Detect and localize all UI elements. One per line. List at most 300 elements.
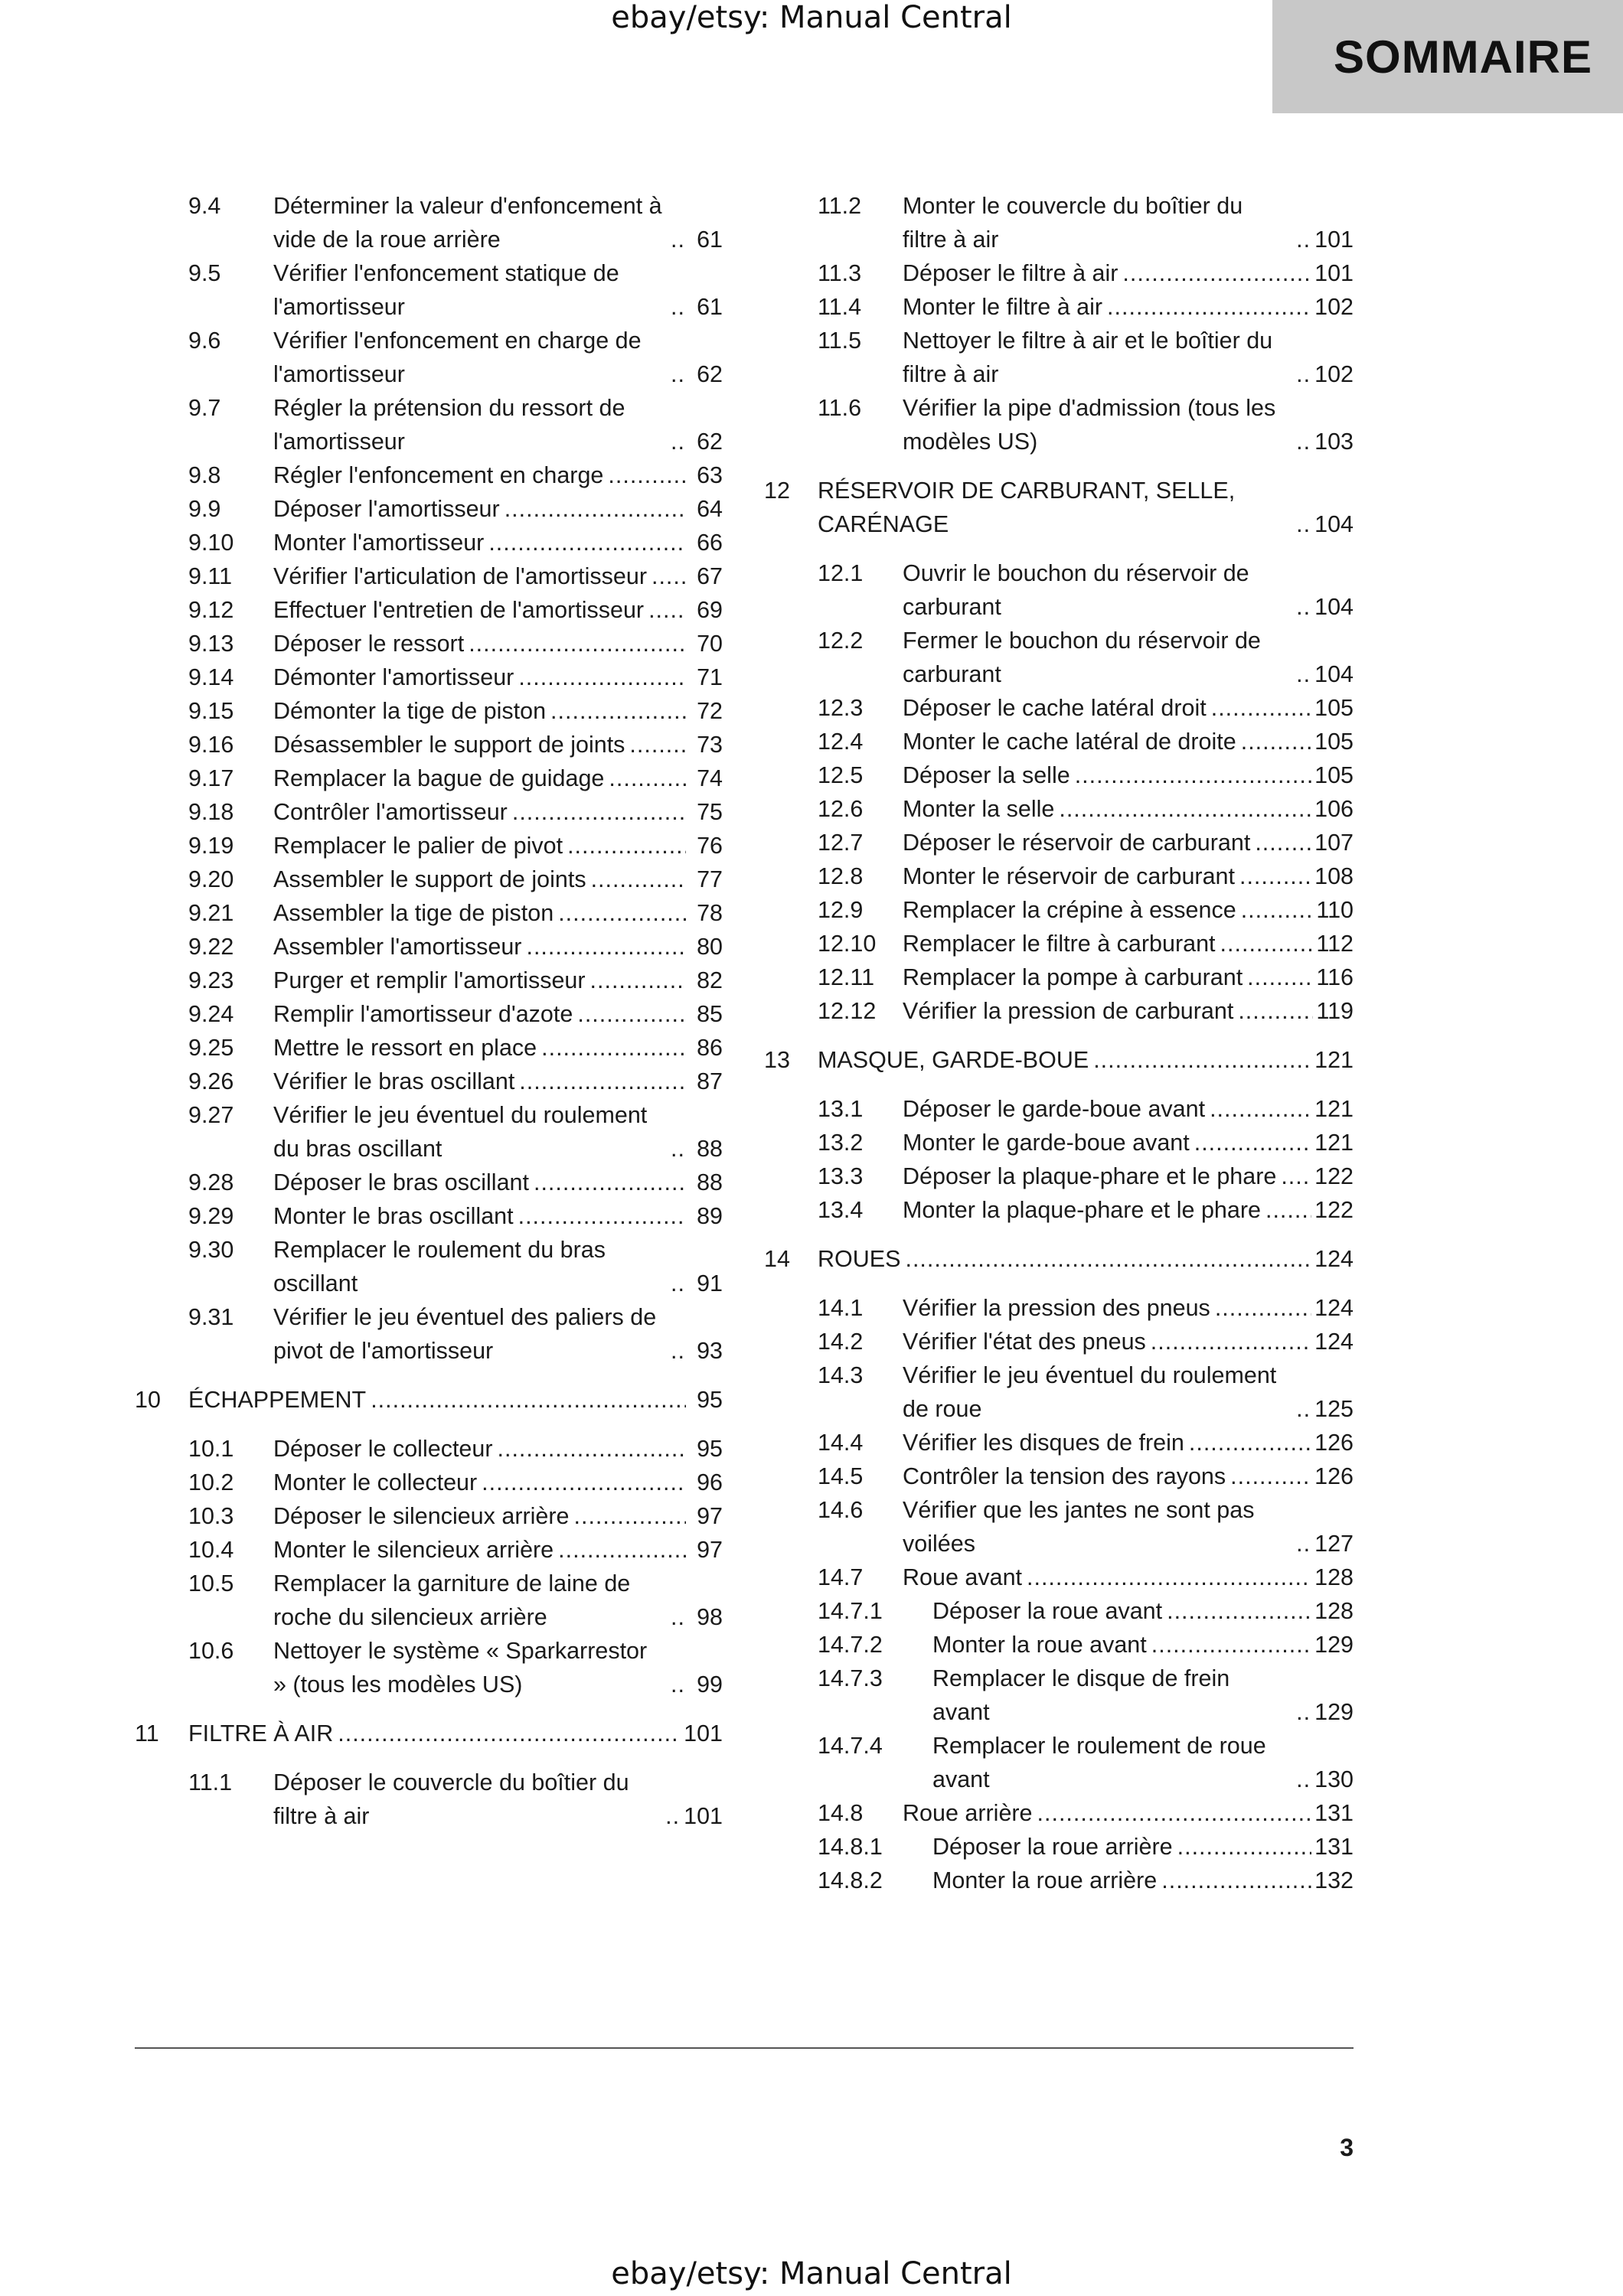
dot-leader xyxy=(671,1267,686,1300)
dot-leader xyxy=(648,593,686,627)
toc-entry[interactable] xyxy=(135,863,723,896)
toc-entry[interactable] xyxy=(135,795,723,829)
dot-leader xyxy=(1296,1392,1311,1426)
toc-entry-title: Nettoyer le système « Sparkarrestor » (tous les modèles US) xyxy=(273,1638,648,1698)
toc-entry-number: 14.5 xyxy=(818,1463,864,1489)
toc-entry-number: 11.3 xyxy=(818,260,862,286)
toc-entry-number: 10.2 xyxy=(188,1469,234,1495)
toc-entry[interactable] xyxy=(135,728,723,762)
toc-entry-page: 131 xyxy=(1314,1834,1354,1860)
toc-entry-page: 101 xyxy=(684,1803,723,1829)
toc-entry[interactable] xyxy=(135,1233,723,1300)
toc-entry-title: Contrôler la tension des rayons xyxy=(903,1463,1226,1489)
dot-leader xyxy=(1211,691,1311,725)
toc-entry-page: 104 xyxy=(1314,594,1354,620)
toc-entry[interactable] xyxy=(764,927,1354,960)
toc-entry-page: 87 xyxy=(697,1068,723,1094)
toc-entry-page: 110 xyxy=(1316,897,1354,923)
toc-entry-number: 14.7.3 xyxy=(818,1665,883,1691)
toc-entry[interactable] xyxy=(764,1729,1354,1796)
toc-entry-number: 9.18 xyxy=(188,799,234,825)
toc-entry-page: 75 xyxy=(697,799,723,825)
dot-leader xyxy=(609,762,686,795)
toc-entry[interactable] xyxy=(135,997,723,1031)
toc-entry[interactable] xyxy=(135,1199,723,1233)
toc-entry-title: Monter la roue avant xyxy=(932,1632,1147,1658)
toc-entry-title: Déposer le ressort xyxy=(273,631,465,657)
toc-entry-number: 14.7 xyxy=(818,1564,864,1590)
toc-entry-number: 11 xyxy=(135,1720,159,1746)
dot-leader xyxy=(671,290,686,324)
toc-entry-number: 9.9 xyxy=(188,496,221,522)
toc-entry-title: Monter le garde-boue avant xyxy=(903,1130,1190,1156)
toc-entry-title: Vérifier le jeu éventuel du roulement du bras oscillant xyxy=(273,1102,648,1162)
toc-entry[interactable] xyxy=(135,1499,723,1533)
dot-leader xyxy=(567,829,686,863)
toc-entry[interactable] xyxy=(764,725,1354,758)
toc-entry[interactable] xyxy=(135,1766,723,1833)
toc-entry-page: 101 xyxy=(684,1720,723,1746)
toc-entry-number: 9.25 xyxy=(188,1035,234,1061)
toc-entry-page: 96 xyxy=(697,1469,723,1495)
toc-entry-number: 12.5 xyxy=(818,762,864,788)
toc-entry-title: Roue avant xyxy=(903,1564,1022,1590)
toc-entry[interactable] xyxy=(764,1193,1354,1227)
toc-entry[interactable] xyxy=(764,960,1354,994)
toc-entry[interactable] xyxy=(764,691,1354,725)
toc-entry-number: 11.2 xyxy=(818,193,862,219)
toc-entry-page: 86 xyxy=(697,1035,723,1061)
toc-entry-page: 80 xyxy=(697,934,723,960)
dot-leader xyxy=(574,1499,686,1533)
toc-entry-title: Vérifier que les jantes ne sont pas voilées xyxy=(903,1497,1255,1557)
toc-entry-page: 78 xyxy=(697,900,723,926)
toc-entry-page: 122 xyxy=(1314,1163,1354,1189)
toc-entry-title: Remplacer la crépine à essence xyxy=(903,897,1236,923)
toc-entry-page: 101 xyxy=(1314,260,1354,286)
toc-entry[interactable] xyxy=(135,256,723,324)
dot-leader xyxy=(1241,893,1314,927)
dot-leader xyxy=(1177,1830,1311,1864)
toc-entry[interactable] xyxy=(764,391,1354,458)
toc-entry-page: 98 xyxy=(697,1604,723,1630)
toc-entry[interactable] xyxy=(764,859,1354,893)
toc-entry-title: Monter l'amortisseur xyxy=(273,530,485,556)
toc-entry-page: 106 xyxy=(1314,796,1354,822)
toc-entry-number: 12.7 xyxy=(818,830,864,856)
toc-entry-title: Vérifier l'état des pneus xyxy=(903,1329,1146,1355)
dot-leader xyxy=(1122,256,1311,290)
dot-leader xyxy=(1296,223,1311,256)
toc-entry[interactable] xyxy=(764,290,1354,324)
toc-entry-page: 107 xyxy=(1314,830,1354,856)
toc-entry-number: 9.21 xyxy=(188,900,234,926)
toc-entry-title: Remplacer le palier de pivot xyxy=(273,833,563,859)
toc-entry-number: 14.7.1 xyxy=(818,1598,883,1624)
dot-leader xyxy=(671,1668,686,1701)
toc-entry-number: 12.4 xyxy=(818,729,864,755)
dot-leader xyxy=(577,997,686,1031)
toc-entry-title: Assembler l'amortisseur xyxy=(273,934,522,960)
toc-entry-title: Ouvrir le bouchon du réservoir de carburant xyxy=(903,560,1249,620)
toc-entry-title: Vérifier la pression de carburant xyxy=(903,998,1234,1024)
toc-entry-title: Remplacer le filtre à carburant xyxy=(903,931,1216,957)
toc-entry-number: 14.3 xyxy=(818,1362,864,1388)
toc-entry-page: 127 xyxy=(1314,1531,1354,1557)
toc-entry-number: 12.8 xyxy=(818,863,864,889)
toc-entry-page: 121 xyxy=(1314,1130,1354,1156)
toc-entry-page: 105 xyxy=(1314,762,1354,788)
dot-leader xyxy=(1241,725,1311,758)
toc-entry-number: 10.6 xyxy=(188,1638,234,1664)
toc-entry[interactable] xyxy=(135,492,723,526)
toc-entry[interactable] xyxy=(135,1031,723,1065)
toc-entry[interactable] xyxy=(764,556,1354,624)
toc-entry-number: 9.7 xyxy=(188,395,221,421)
dot-leader xyxy=(629,728,686,762)
toc-entry-page: 116 xyxy=(1316,964,1354,990)
dot-leader xyxy=(1296,657,1311,691)
toc-entry-page: 119 xyxy=(1316,998,1354,1024)
toc-entry[interactable] xyxy=(764,189,1354,256)
toc-entry[interactable] xyxy=(764,1426,1354,1459)
toc-chapter-entry[interactable] xyxy=(764,1242,1354,1276)
toc-entry-number: 13.4 xyxy=(818,1197,864,1223)
toc-entry-number: 9.16 xyxy=(188,732,234,758)
toc-entry-page: 91 xyxy=(697,1270,723,1296)
toc-entry[interactable] xyxy=(135,1533,723,1567)
dot-leader xyxy=(671,357,686,391)
toc-entry-page: 76 xyxy=(697,833,723,859)
toc-entry-title: Fermer le bouchon du réservoir de carburant xyxy=(903,628,1261,687)
toc-entry-title: Remplir l'amortisseur d'azote xyxy=(273,1001,573,1027)
toc-entry[interactable] xyxy=(764,1159,1354,1193)
dot-leader xyxy=(608,458,686,492)
toc-entry-title: Purger et remplir l'amortisseur xyxy=(273,967,586,993)
toc-entry-title: Déposer la plaque-phare et le phare xyxy=(903,1163,1277,1189)
toc-entry[interactable] xyxy=(135,1166,723,1199)
toc-entry-page: 126 xyxy=(1314,1430,1354,1456)
toc-chapter-entry[interactable] xyxy=(764,1043,1354,1077)
toc-entry-title: Déposer le couvercle du boîtier du filtre à air xyxy=(273,1769,629,1829)
toc-entry-number: 12.11 xyxy=(818,964,875,990)
toc-entry[interactable] xyxy=(764,1459,1354,1493)
toc-entry-number: 14.8.2 xyxy=(818,1867,883,1893)
toc-entry-page: 95 xyxy=(697,1387,723,1413)
toc-entry-number: 9.30 xyxy=(188,1237,234,1263)
toc-entry-page: 74 xyxy=(697,765,723,791)
toc-entry-page: 97 xyxy=(697,1537,723,1563)
toc-chapter-entry[interactable] xyxy=(135,1717,723,1750)
dot-leader xyxy=(1059,792,1311,826)
toc-entry-title: Monter le bras oscillant xyxy=(273,1203,514,1229)
toc-entry-number: 9.31 xyxy=(188,1304,234,1330)
dot-leader xyxy=(1296,590,1311,624)
toc-right-column xyxy=(764,189,1354,1897)
toc-entry-title: Déposer le filtre à air xyxy=(903,260,1118,286)
toc-entry-title: Monter le collecteur xyxy=(273,1469,478,1495)
dot-leader xyxy=(671,223,686,256)
toc-entry-title: ROUES xyxy=(818,1246,901,1272)
toc-entry-title: Vérifier l'enfoncement statique de l'amortisseur xyxy=(273,260,619,320)
toc-entry-page: 64 xyxy=(697,496,723,522)
toc-entry[interactable] xyxy=(135,964,723,997)
toc-entry-number: 9.24 xyxy=(188,1001,234,1027)
toc-entry[interactable] xyxy=(135,324,723,391)
toc-entry[interactable] xyxy=(135,762,723,795)
toc-entry-page: 93 xyxy=(697,1338,723,1364)
toc-entry[interactable] xyxy=(135,694,723,728)
toc-entry-title: ÉCHAPPEMENT xyxy=(188,1387,367,1413)
toc-entry-page: 131 xyxy=(1314,1800,1354,1826)
toc-entry-title: Vérifier la pipe d'admission (tous les modèles US) xyxy=(903,395,1276,455)
toc-entry[interactable] xyxy=(135,627,723,660)
toc-entry-title: Monter le cache latéral de droite xyxy=(903,729,1236,755)
dot-leader xyxy=(1215,1291,1311,1325)
dot-leader xyxy=(482,1466,686,1499)
toc-entry-number: 12.12 xyxy=(818,998,877,1024)
dot-leader xyxy=(1296,425,1311,458)
toc-entry-page: 72 xyxy=(697,698,723,724)
toc-entry-number: 14.6 xyxy=(818,1497,864,1523)
toc-entry[interactable] xyxy=(764,1796,1354,1830)
dot-leader xyxy=(505,492,686,526)
toc-entry[interactable] xyxy=(764,1493,1354,1561)
dot-leader xyxy=(1281,1159,1311,1193)
toc-entry[interactable] xyxy=(764,1291,1354,1325)
dot-leader xyxy=(665,1799,681,1833)
toc-entry-number: 12.10 xyxy=(818,931,877,957)
toc-entry-title: Vérifier le bras oscillant xyxy=(273,1068,515,1094)
toc-entry-page: 124 xyxy=(1314,1295,1354,1321)
toc-entry-number: 9.8 xyxy=(188,462,221,488)
toc-entry[interactable] xyxy=(135,930,723,964)
dot-leader xyxy=(338,1717,681,1750)
toc-entry-page: 62 xyxy=(697,361,723,387)
toc-entry-number: 9.11 xyxy=(188,563,233,589)
toc-entry-title: Vérifier les disques de frein xyxy=(903,1430,1184,1456)
toc-entry[interactable] xyxy=(764,1561,1354,1594)
toc-entry-number: 11.1 xyxy=(188,1769,233,1795)
toc-entry-title: FILTRE À AIR xyxy=(188,1720,334,1746)
toc-entry[interactable] xyxy=(135,458,723,492)
toc-entry[interactable] xyxy=(135,526,723,559)
toc-entry[interactable] xyxy=(135,391,723,458)
toc-entry[interactable] xyxy=(135,896,723,930)
section-tab-label: SOMMAIRE xyxy=(1334,31,1592,83)
toc-entry[interactable] xyxy=(764,1594,1354,1628)
toc-entry-page: 88 xyxy=(697,1169,723,1195)
toc-entry-page: 105 xyxy=(1314,695,1354,721)
dot-leader xyxy=(558,1533,686,1567)
toc-entry[interactable] xyxy=(764,1126,1354,1159)
toc-entry-number: 9.5 xyxy=(188,260,221,286)
toc-entry[interactable] xyxy=(135,559,723,593)
toc-entry-title: Monter le filtre à air xyxy=(903,294,1103,320)
toc-entry-page: 61 xyxy=(697,227,723,253)
toc-entry-number: 9.17 xyxy=(188,765,234,791)
toc-entry-page: 103 xyxy=(1314,429,1354,455)
toc-entry-title: Monter le réservoir de carburant xyxy=(903,863,1235,889)
dot-leader xyxy=(1151,1325,1311,1358)
toc-entry-number: 12.6 xyxy=(818,796,864,822)
toc-entry-title: Remplacer la pompe à carburant xyxy=(903,964,1243,990)
toc-entry[interactable] xyxy=(135,829,723,863)
toc-entry[interactable] xyxy=(135,660,723,694)
toc-entry-title: Déposer le garde-boue avant xyxy=(903,1096,1206,1122)
toc-entry-title: Remplacer la garniture de laine de roche du silencieux arrière xyxy=(273,1570,631,1630)
dot-leader xyxy=(371,1383,686,1417)
toc-entry[interactable] xyxy=(764,624,1354,691)
toc-entry[interactable] xyxy=(135,1466,723,1499)
toc-entry-number: 10 xyxy=(135,1387,161,1413)
dot-leader xyxy=(519,1065,686,1098)
toc-entry-page: 121 xyxy=(1314,1047,1354,1073)
toc-entry[interactable] xyxy=(764,1325,1354,1358)
dot-leader xyxy=(1296,1527,1311,1561)
toc-entry[interactable] xyxy=(764,256,1354,290)
toc-entry-page: 121 xyxy=(1314,1096,1354,1122)
toc-entry-page: 129 xyxy=(1314,1699,1354,1725)
toc-entry-page: 70 xyxy=(697,631,723,657)
toc-entry[interactable] xyxy=(135,1098,723,1166)
toc-entry-title: Déposer la roue arrière xyxy=(932,1834,1173,1860)
toc-entry-number: 10.5 xyxy=(188,1570,234,1596)
toc-entry[interactable] xyxy=(764,1830,1354,1864)
toc-entry-page: 62 xyxy=(697,429,723,455)
toc-entry[interactable] xyxy=(135,189,723,256)
toc-entry-page: 108 xyxy=(1314,863,1354,889)
toc-entry-title: Contrôler l'amortisseur xyxy=(273,799,508,825)
toc-entry[interactable] xyxy=(764,1628,1354,1662)
section-tab xyxy=(1272,0,1623,113)
dot-leader xyxy=(1239,859,1311,893)
toc-entry[interactable] xyxy=(135,1634,723,1701)
toc-entry[interactable] xyxy=(764,893,1354,927)
toc-entry-page: 95 xyxy=(697,1436,723,1462)
toc-entry[interactable] xyxy=(764,792,1354,826)
toc-chapter-entry[interactable] xyxy=(764,474,1354,541)
toc-entry-title: Démonter l'amortisseur xyxy=(273,664,514,690)
toc-entry-number: 9.12 xyxy=(188,597,234,623)
toc-entry-number: 9.14 xyxy=(188,664,234,690)
toc-entry[interactable] xyxy=(764,1864,1354,1897)
dot-leader xyxy=(1093,1043,1311,1077)
dot-leader xyxy=(1230,1459,1311,1493)
dot-leader xyxy=(550,694,686,728)
toc-entry-number: 12.2 xyxy=(818,628,864,654)
toc-entry-number: 11.6 xyxy=(818,395,862,421)
toc-entry-number: 13 xyxy=(764,1047,790,1073)
watermark-bottom: ebay/etsy: Manual Central xyxy=(611,2256,1012,2291)
dot-leader xyxy=(1189,1426,1311,1459)
toc-entry-page: 63 xyxy=(697,462,723,488)
toc-entry-number: 14 xyxy=(764,1246,790,1272)
dot-leader xyxy=(1296,507,1311,541)
toc-entry[interactable] xyxy=(764,826,1354,859)
toc-entry-number: 9.23 xyxy=(188,967,234,993)
toc-entry-page: 104 xyxy=(1314,661,1354,687)
toc-entry-number: 14.4 xyxy=(818,1430,864,1456)
toc-entry-page: 67 xyxy=(697,563,723,589)
toc-entry-page: 130 xyxy=(1314,1766,1354,1792)
toc-entry-number: 9.4 xyxy=(188,193,221,219)
toc-entry-page: 61 xyxy=(697,294,723,320)
toc-entry[interactable] xyxy=(135,1567,723,1634)
toc-entry[interactable] xyxy=(764,758,1354,792)
toc-entry[interactable] xyxy=(135,1432,723,1466)
toc-entry[interactable] xyxy=(764,994,1354,1028)
toc-entry[interactable] xyxy=(764,1662,1354,1729)
dot-leader xyxy=(671,1600,686,1634)
toc-entry-page: 112 xyxy=(1316,931,1354,957)
toc-entry[interactable] xyxy=(135,1300,723,1368)
dot-leader xyxy=(518,660,686,694)
dot-leader xyxy=(671,1132,686,1166)
toc-entry-title: Remplacer la bague de guidage xyxy=(273,765,605,791)
toc-entry-title: Monter la roue arrière xyxy=(932,1867,1158,1893)
dot-leader xyxy=(488,526,686,559)
dot-leader xyxy=(591,863,686,896)
toc-entry[interactable] xyxy=(135,1065,723,1098)
dot-leader xyxy=(1265,1193,1311,1227)
toc-entry-title: Régler l'enfoncement en charge xyxy=(273,462,604,488)
toc-entry-title: Assembler le support de joints xyxy=(273,866,586,892)
toc-entry[interactable] xyxy=(764,1358,1354,1426)
toc-entry[interactable] xyxy=(764,324,1354,391)
toc-entry-title: Vérifier la pression des pneus xyxy=(903,1295,1210,1321)
dot-leader xyxy=(512,795,686,829)
toc-entry-title: Remplacer le roulement de roue avant xyxy=(932,1733,1266,1792)
toc-entry-number: 9.27 xyxy=(188,1102,234,1128)
toc-entry-number: 10.1 xyxy=(188,1436,234,1462)
toc-entry-title: MASQUE, GARDE-BOUE xyxy=(818,1047,1089,1073)
toc-entry-page: 99 xyxy=(697,1671,723,1698)
toc-entry-page: 77 xyxy=(697,866,723,892)
toc-entry-page: 104 xyxy=(1314,511,1354,537)
dot-leader xyxy=(1027,1561,1311,1594)
toc-entry-title: Déposer le cache latéral droit xyxy=(903,695,1207,721)
toc-entry-number: 9.29 xyxy=(188,1203,234,1229)
toc-entry-page: 97 xyxy=(697,1503,723,1529)
dot-leader xyxy=(469,627,686,660)
toc-entry-title: RÉSERVOIR DE CARBURANT, SELLE, CARÉNAGE xyxy=(818,478,1236,537)
footer-divider xyxy=(135,2047,1354,2049)
dot-leader xyxy=(1238,994,1313,1028)
toc-entry-page: 102 xyxy=(1314,361,1354,387)
toc-entry-number: 14.8 xyxy=(818,1800,864,1826)
dot-leader xyxy=(1151,1628,1311,1662)
toc-entry-title: Déterminer la valeur d'enfoncement à vide de la roue arrière xyxy=(273,193,662,253)
toc-entry-title: Déposer la selle xyxy=(903,762,1070,788)
toc-entry-title: Mettre le ressort en place xyxy=(273,1035,537,1061)
toc-entry-title: Effectuer l'entretien de l'amortisseur xyxy=(273,597,645,623)
toc-entry[interactable] xyxy=(764,1092,1354,1126)
dot-leader xyxy=(1296,357,1311,391)
toc-chapter-entry[interactable] xyxy=(135,1383,723,1417)
dot-leader xyxy=(651,559,686,593)
toc-entry-title: Régler la prétension du ressort de l'amortisseur xyxy=(273,395,625,455)
dot-leader xyxy=(590,964,686,997)
dot-leader xyxy=(1107,290,1311,324)
toc-entry-title: Vérifier le jeu éventuel du roulement de roue xyxy=(903,1362,1277,1422)
toc-entry-title: Assembler la tige de piston xyxy=(273,900,554,926)
toc-entry-number: 12 xyxy=(764,478,790,504)
dot-leader xyxy=(905,1242,1311,1276)
toc-entry-title: Déposer le collecteur xyxy=(273,1436,493,1462)
dot-leader xyxy=(1255,826,1311,859)
toc-entry[interactable] xyxy=(135,593,723,627)
